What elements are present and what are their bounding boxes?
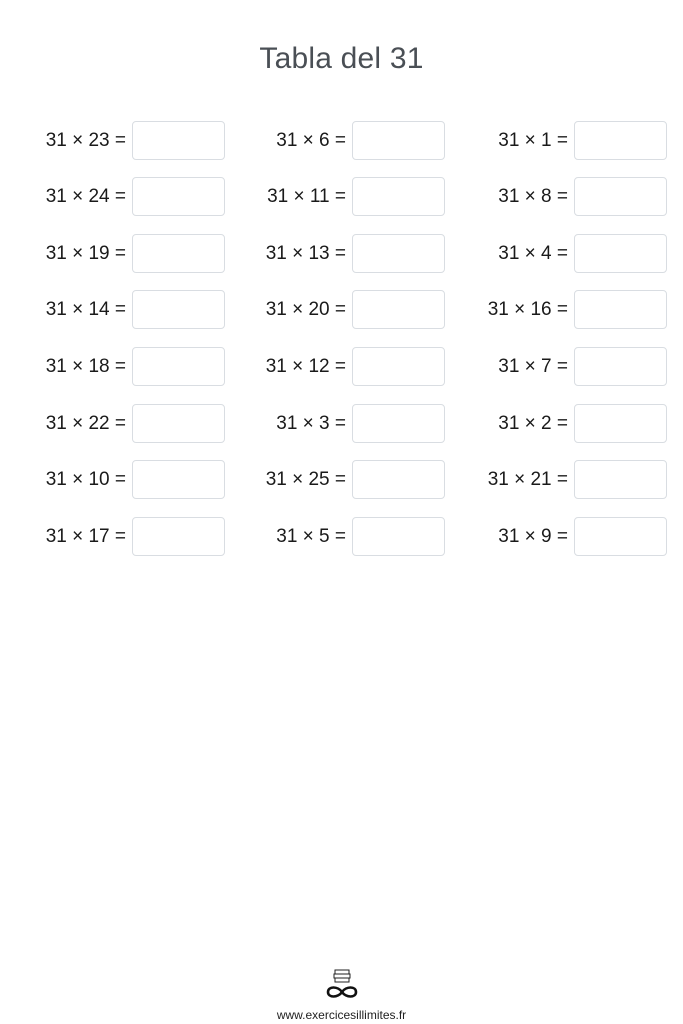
- equation-label: 31 × 8 =: [498, 185, 568, 207]
- answer-box[interactable]: [352, 177, 445, 216]
- answer-box[interactable]: [132, 121, 225, 160]
- answer-box[interactable]: [132, 460, 225, 499]
- equation-label: 31 × 3 =: [276, 412, 346, 434]
- equation-label: 31 × 25 =: [265, 468, 346, 490]
- exercise-item: [455, 176, 667, 217]
- equation-label: 31 × 16 =: [487, 298, 568, 320]
- exercise-item: [10, 176, 225, 217]
- exercise-item: [232, 459, 445, 500]
- exercise-row: [0, 516, 683, 557]
- infinity-books-logo-icon: [322, 968, 362, 1002]
- exercise-item: [455, 289, 667, 330]
- equation-label: 31 × 17 =: [45, 525, 126, 547]
- footer: [0, 968, 683, 1022]
- exercise-item: [10, 233, 225, 274]
- equation-label: 31 × 4 =: [498, 242, 568, 264]
- equation-label: 31 × 14 =: [45, 298, 126, 320]
- exercise-row: [0, 346, 683, 387]
- equation-label: 31 × 13 =: [265, 242, 346, 264]
- exercise-row: [0, 120, 683, 161]
- equation-label: 31 × 10 =: [45, 468, 126, 490]
- answer-box[interactable]: [132, 290, 225, 329]
- equation-label: 31 × 9 =: [498, 525, 568, 547]
- answer-box[interactable]: [132, 404, 225, 443]
- exercise-row: [0, 403, 683, 444]
- exercise-item: [10, 289, 225, 330]
- answer-box[interactable]: [574, 460, 667, 499]
- exercise-row: [0, 176, 683, 217]
- exercise-row: [0, 459, 683, 500]
- answer-box[interactable]: [574, 234, 667, 273]
- answer-box[interactable]: [132, 234, 225, 273]
- equation-label: 31 × 12 =: [265, 355, 346, 377]
- answer-box[interactable]: [352, 234, 445, 273]
- answer-box[interactable]: [574, 347, 667, 386]
- answer-box[interactable]: [574, 177, 667, 216]
- answer-box[interactable]: [132, 517, 225, 556]
- exercise-item: [10, 346, 225, 387]
- exercise-item: [10, 120, 225, 161]
- exercise-row: [0, 289, 683, 330]
- exercise-item: [10, 516, 225, 557]
- exercise-row: [0, 233, 683, 274]
- exercise-item: [232, 176, 445, 217]
- exercise-item: [455, 233, 667, 274]
- equation-label: 31 × 22 =: [45, 412, 126, 434]
- answer-box[interactable]: [352, 460, 445, 499]
- answer-box[interactable]: [352, 404, 445, 443]
- equation-label: 31 × 24 =: [45, 185, 126, 207]
- exercise-item: [10, 459, 225, 500]
- equation-label: 31 × 7 =: [498, 355, 568, 377]
- equation-label: 31 × 20 =: [265, 298, 346, 320]
- equation-label: 31 × 21 =: [487, 468, 568, 490]
- exercise-item: [232, 289, 445, 330]
- footer-url[interactable]: www.exercicesillimites.fr: [276, 1008, 407, 1022]
- exercise-item: [232, 120, 445, 161]
- equation-label: 31 × 11 =: [267, 185, 346, 207]
- answer-box[interactable]: [132, 177, 225, 216]
- exercise-item: [232, 403, 445, 444]
- exercise-item: [455, 120, 667, 161]
- page-title: Tabla del 31: [259, 42, 424, 75]
- answer-box[interactable]: [574, 121, 667, 160]
- answer-box[interactable]: [352, 347, 445, 386]
- equation-label: 31 × 23 =: [45, 129, 126, 151]
- exercise-item: [455, 346, 667, 387]
- equation-label: 31 × 2 =: [498, 412, 568, 434]
- answer-box[interactable]: [352, 517, 445, 556]
- answer-box[interactable]: [574, 290, 667, 329]
- exercise-item: [232, 233, 445, 274]
- exercise-item: [232, 516, 445, 557]
- answer-box[interactable]: [132, 347, 225, 386]
- equation-label: 31 × 5 =: [276, 525, 346, 547]
- answer-box[interactable]: [352, 290, 445, 329]
- equation-label: 31 × 1 =: [498, 129, 568, 151]
- exercise-item: [455, 516, 667, 557]
- exercise-item: [232, 346, 445, 387]
- answer-box[interactable]: [352, 121, 445, 160]
- exercise-item: [10, 403, 225, 444]
- exercise-item: [455, 459, 667, 500]
- answer-box[interactable]: [574, 404, 667, 443]
- exercise-item: [455, 403, 667, 444]
- equation-label: 31 × 6 =: [276, 129, 346, 151]
- equation-label: 31 × 18 =: [45, 355, 126, 377]
- answer-box[interactable]: [574, 517, 667, 556]
- equation-label: 31 × 19 =: [45, 242, 126, 264]
